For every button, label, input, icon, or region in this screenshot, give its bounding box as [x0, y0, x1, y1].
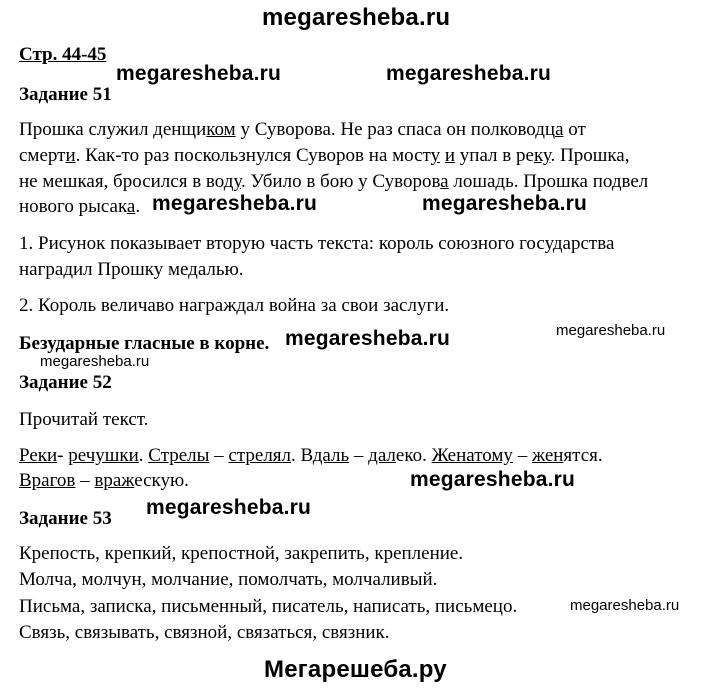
task-51-point-1-line-1: 1. Рисунок показывает вторую часть текста: король союзного государства [19, 233, 615, 254]
task-52-title: Задание 52 [19, 372, 112, 393]
task-51-point-1-line-2: наградил Прошку медалью. [19, 259, 244, 280]
top-watermark: megaresheba.ru [262, 4, 451, 31]
watermark-inline: megaresheba.ru [285, 327, 451, 350]
task-53-line: Письма, записка, письменный, писатель, написать, письмецо. [19, 596, 518, 617]
footer-watermark: Мегарешеба.ру [264, 656, 447, 683]
watermark-inline: megaresheba.ru [146, 496, 312, 519]
watermark-inline: megaresheba.ru [386, 62, 552, 85]
section-title: Безударные гласные в корне. [19, 333, 270, 354]
task-51-point-2: 2. Король величаво награждал война за свои заслуги. [19, 295, 450, 316]
watermark-small: megaresheba.ru [556, 322, 666, 339]
task-53-title: Задание 53 [19, 508, 112, 529]
underlined-ending: а [126, 196, 136, 217]
underlined-ending: у [430, 145, 441, 166]
task-52-instruction: Прочитай текст. [19, 409, 149, 430]
watermark-inline: megaresheba.ru [116, 62, 282, 85]
underlined-ending: а [555, 119, 564, 140]
underlined-ending: и [65, 145, 76, 166]
underlined-word: Женатому [431, 445, 513, 466]
underlined-ending: ку [533, 145, 551, 166]
underlined-root: дал [368, 445, 396, 466]
underlined-ending: а [440, 171, 449, 192]
watermark-small: megaresheba.ru [40, 353, 150, 370]
task-51-line-2: смерти. Как-то раз поскользнулся Суворов на мосту и упал в реку. Прошка, [19, 145, 630, 166]
task-51-line-1: Прошка служил денщиком у Суворова. Не раз спаса он полководца от [19, 119, 586, 140]
watermark-inline: megaresheba.ru [422, 192, 588, 215]
task-51-line-3: не мешкая, бросился в воду. Убило в бою у Суворова лошадь. Прошка подвел [19, 171, 649, 192]
underlined-word: стрелял [228, 445, 292, 466]
task-51-title: Задание 51 [19, 84, 112, 105]
watermark-inline: megaresheba.ru [152, 192, 318, 215]
task-52-line-2: Врагов – вражескую. [19, 470, 189, 491]
underlined-word: Реки [19, 445, 58, 466]
task-53-line: Крепость, крепкий, крепостной, закрепить, крепление. [19, 543, 464, 564]
watermark-small: megaresheba.ru [570, 597, 680, 614]
task-53-line: Молча, молчун, молчание, помолчать, молчаливый. [19, 569, 438, 590]
underlined-ending: ком [206, 119, 236, 140]
underlined-root: даль [312, 445, 350, 466]
underlined-word: речушки [68, 445, 139, 466]
task-53-line: Связь, связывать, связной, связаться, связник. [19, 622, 390, 643]
underlined-word: и [444, 145, 456, 166]
task-51-line-4: нового рысака. [19, 196, 141, 217]
underlined-word: Врагов [19, 470, 76, 491]
page-reference: Стр. 44-45 [19, 44, 107, 65]
underlined-root: жен [531, 445, 564, 466]
task-52-line-1: Реки- речушки. Стрелы – стрелял. Вдаль – далеко. Женатому – женятся. [19, 445, 603, 466]
underlined-ending: у [233, 171, 241, 192]
underlined-root: враж [94, 470, 135, 491]
underlined-word: Стрелы [148, 445, 210, 466]
watermark-inline: megaresheba.ru [410, 468, 576, 491]
